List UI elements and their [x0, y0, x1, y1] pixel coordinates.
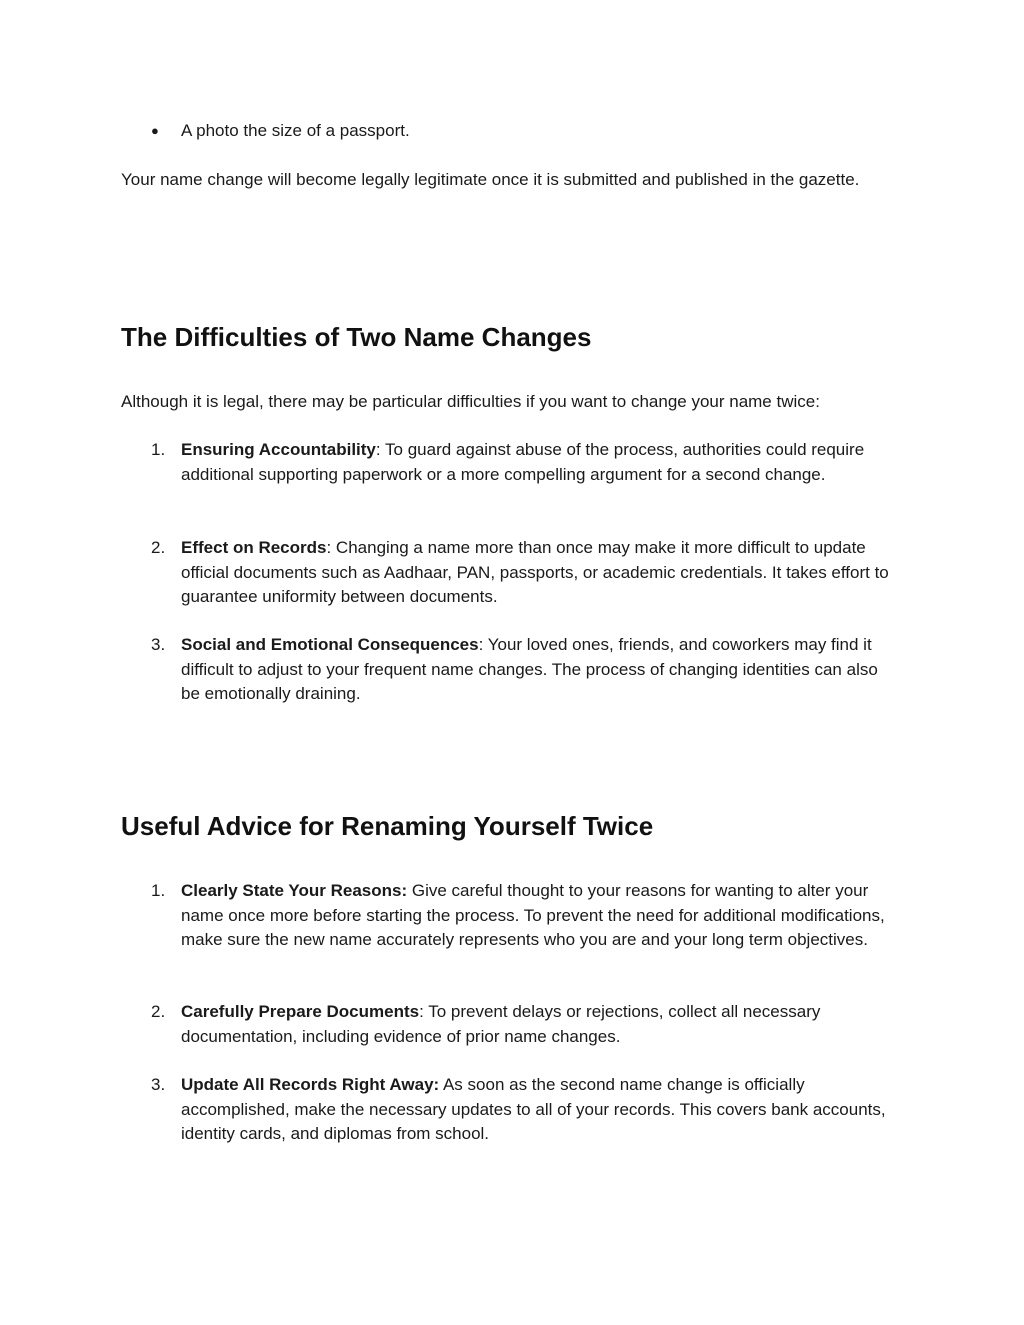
- list-item-text: : To prevent delays or rejections, collect all necessary documentation, including evidence of prior name changes.: [181, 1002, 821, 1046]
- gazette-paragraph: Your name change will become legally legitimate once it is submitted and published in the gazette.: [121, 170, 860, 189]
- list-number: 2.: [151, 1002, 166, 1021]
- list-number: 3.: [151, 1075, 166, 1094]
- list-item-text: Give careful thought to your reasons for wanting to alter your name once more before starting the process. To prevent the need for additional modifications, make sure the new name accurately represents who you are and your long term objectives.: [181, 881, 885, 949]
- list-item-text: : Changing a name more than once may make it more difficult to update official documents such as Aadhaar, PAN, passports, or academic credentials. It takes effort to guarantee uniformity between documents.: [181, 538, 889, 606]
- list-item-title: Ensuring Accountability: [181, 440, 376, 459]
- list-item-title: Update All Records Right Away:: [181, 1075, 440, 1094]
- section-heading-difficulties: The Difficulties of Two Name Changes: [121, 322, 592, 352]
- list-item-body: [181, 1000, 896, 1049]
- list-item-body: [181, 879, 896, 953]
- list-number: 1.: [151, 881, 166, 900]
- bullet-icon: ●: [151, 123, 159, 138]
- list-item-title: Carefully Prepare Documents: [181, 1002, 420, 1021]
- list-number: 2.: [151, 538, 166, 557]
- bullet-item-text: A photo the size of a passport.: [181, 121, 410, 140]
- list-item-body: [181, 633, 896, 707]
- list-item-title: Clearly State Your Reasons:: [181, 881, 408, 900]
- list-item-text: : To guard against abuse of the process, authorities could require additional supporting paperwork or a more compelling argument for a second change.: [181, 440, 865, 484]
- section-heading-advice: Useful Advice for Renaming Yourself Twice: [121, 811, 654, 841]
- list-number: 3.: [151, 635, 166, 654]
- difficulties-intro-paragraph: Although it is legal, there may be particular difficulties if you want to change your name twice:: [121, 392, 820, 411]
- list-item-title: Effect on Records: [181, 538, 327, 557]
- list-item-body: [181, 536, 896, 610]
- list-item-title: Social and Emotional Consequences: [181, 635, 479, 654]
- list-item-text: : Your loved ones, friends, and coworkers may find it difficult to adjust to your frequent name changes. The process of changing identities can also be emotionally draining.: [181, 635, 878, 703]
- list-item-text: As soon as the second name change is officially accomplished, make the necessary updates to all of your records. This covers bank accounts, identity cards, and diplomas from school.: [181, 1075, 886, 1143]
- list-item-body: [181, 1073, 896, 1147]
- list-item-body: [181, 438, 896, 487]
- list-number: 1.: [151, 440, 166, 459]
